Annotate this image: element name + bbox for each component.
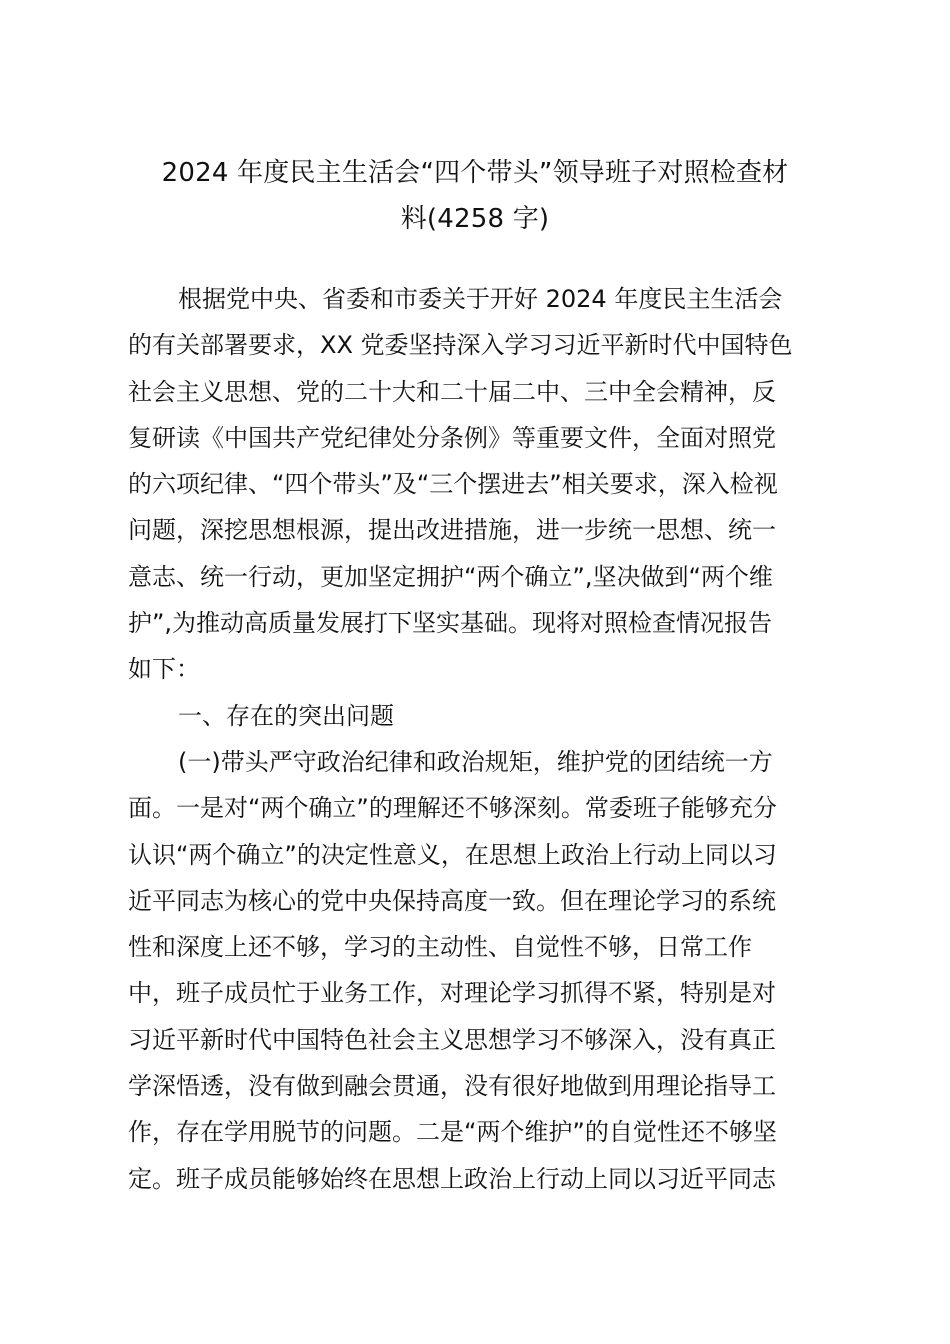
body-line: 学深悟透，没有做到融会贯通，没有很好地做到用理论指导工: [128, 1072, 776, 1101]
body-line: 性和深度上还不够，学习的主动性、自觉性不够，日常工作: [128, 933, 752, 962]
body-line: 社会主义思想、党的二十大和二十届二中、三中全会精神，反: [128, 377, 776, 406]
body-line: 根据党中央、省委和市委关于开好 2024 年度民主生活会: [178, 285, 783, 313]
body-line: 习近平新时代中国特色社会主义思想学习不够深入，没有真正: [128, 1025, 776, 1054]
body-line: 近平同志为核心的党中央保持高度一致。但在理论学习的系统: [128, 886, 776, 915]
body-line: 作，存在学用脱节的问题。二是“两个维护”的自觉性还不够坚: [128, 1118, 777, 1147]
body-line: 如下：: [128, 655, 200, 684]
body-line: 意志、统一行动，更加坚定拥护“两个确立”,坚决做到“两个维: [128, 562, 773, 591]
body-line: 面。一是对“两个确立”的理解还不够深刻。常委班子能够充分: [128, 794, 777, 823]
title-line: 2024 年度民主生活会“四个带头”领导班子对照检查材: [161, 158, 789, 188]
document-title: [128, 150, 822, 242]
body-line: 问题，深挖思想根源，提出改进措施，进一步统一思想、统一: [128, 516, 776, 545]
body-line: 认识“两个确立”的决定性意义，在思想上政治上行动上同以习: [128, 840, 777, 869]
body-line: 护”,为推动高质量发展打下坚实基础。现将对照检查情况报告: [128, 609, 773, 638]
section-heading: 一、存在的突出问题: [178, 701, 394, 730]
body-line: (一)带头严守政治纪律和政治规矩，维护党的团结统一方: [178, 747, 773, 776]
body-line: 的六项纪律、“四个带头”及“三个摆进去”相关要求，深入检视: [128, 470, 778, 499]
body-line: 的有关部署要求，XX 党委坚持深入学习习近平新时代中国特色: [128, 331, 793, 360]
body-line: 定。班子成员能够始终在思想上政治上行动上同以习近平同志: [128, 1164, 776, 1193]
title-line: 料(4258 字): [400, 204, 550, 234]
document-body: [128, 276, 822, 1202]
body-line: 中，班子成员忙于业务工作，对理论学习抓得不紧，特别是对: [128, 979, 776, 1008]
body-line: 复研读《中国共产党纪律处分条例》等重要文件，全面对照党: [128, 423, 776, 452]
